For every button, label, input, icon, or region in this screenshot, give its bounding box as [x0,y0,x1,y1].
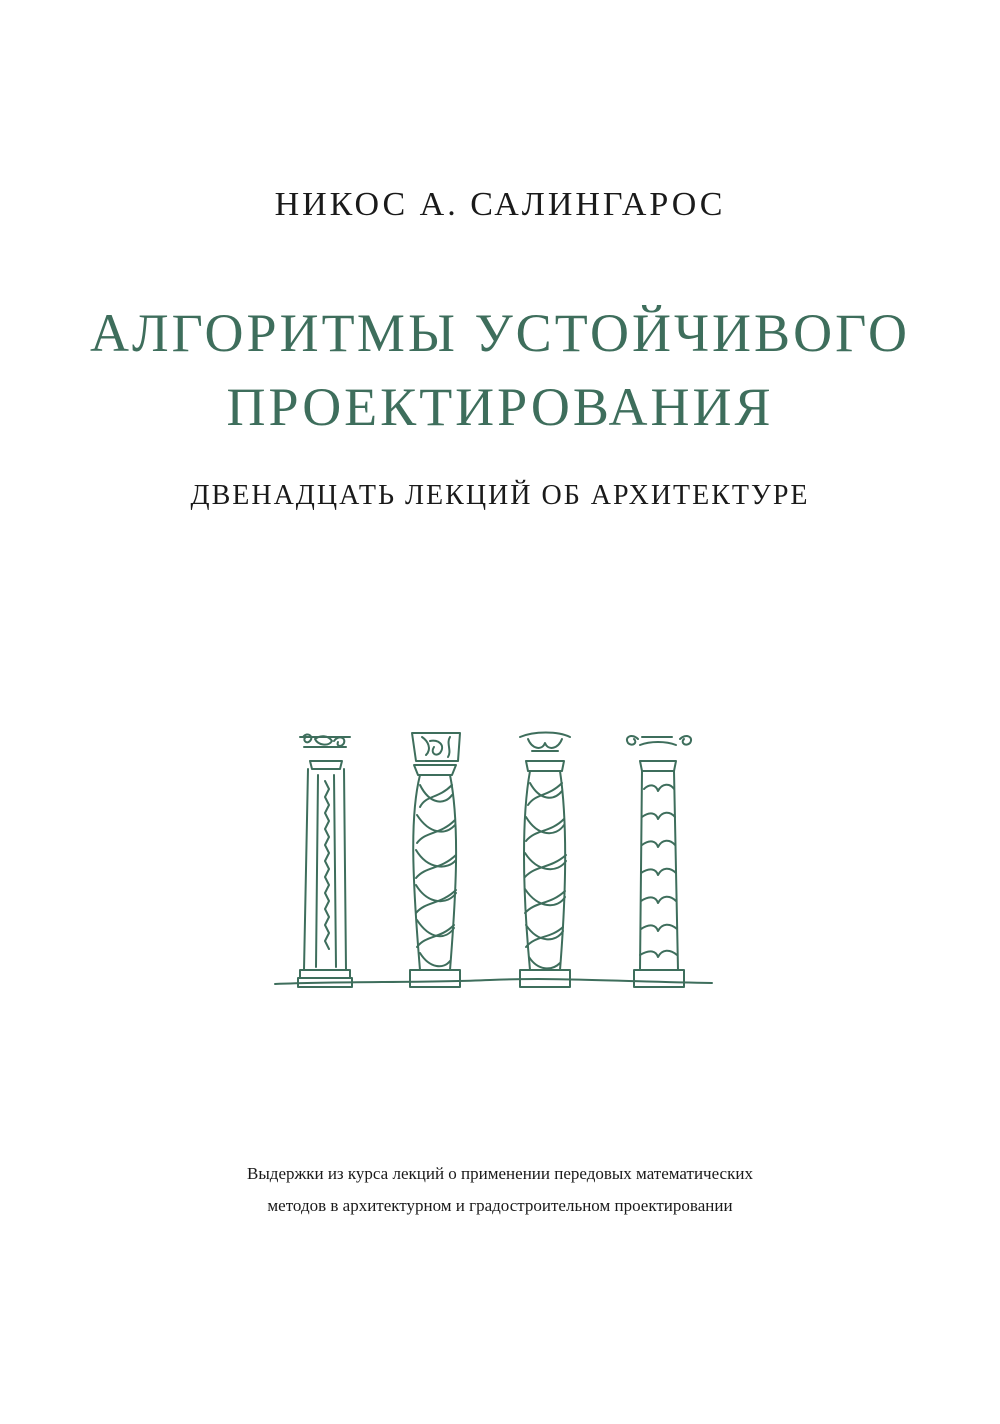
book-title-line-1: АЛГОРИТМЫ УСТОЙЧИВОГО [90,303,910,363]
columns-illustration [270,725,720,995]
column-1-fluted [298,734,352,987]
ground-line [275,979,712,984]
description-line-2: методов в архитектурном и градостроительном проектировании [267,1196,733,1215]
book-subtitle: ДВЕНАДЦАТЬ ЛЕКЦИЙ ОБ АРХИТЕКТУРЕ [190,480,810,511]
column-4-scaled [627,736,691,987]
description-line-1: Выдержки из курса лекций о применении передовых математических [247,1164,753,1183]
author-name: НИКОС А. САЛИНГАРОС [274,186,726,223]
column-3-twisted [520,733,570,988]
book-title-line-2: ПРОЕКТИРОВАНИЯ [226,377,774,437]
column-2-twisted [410,733,460,987]
